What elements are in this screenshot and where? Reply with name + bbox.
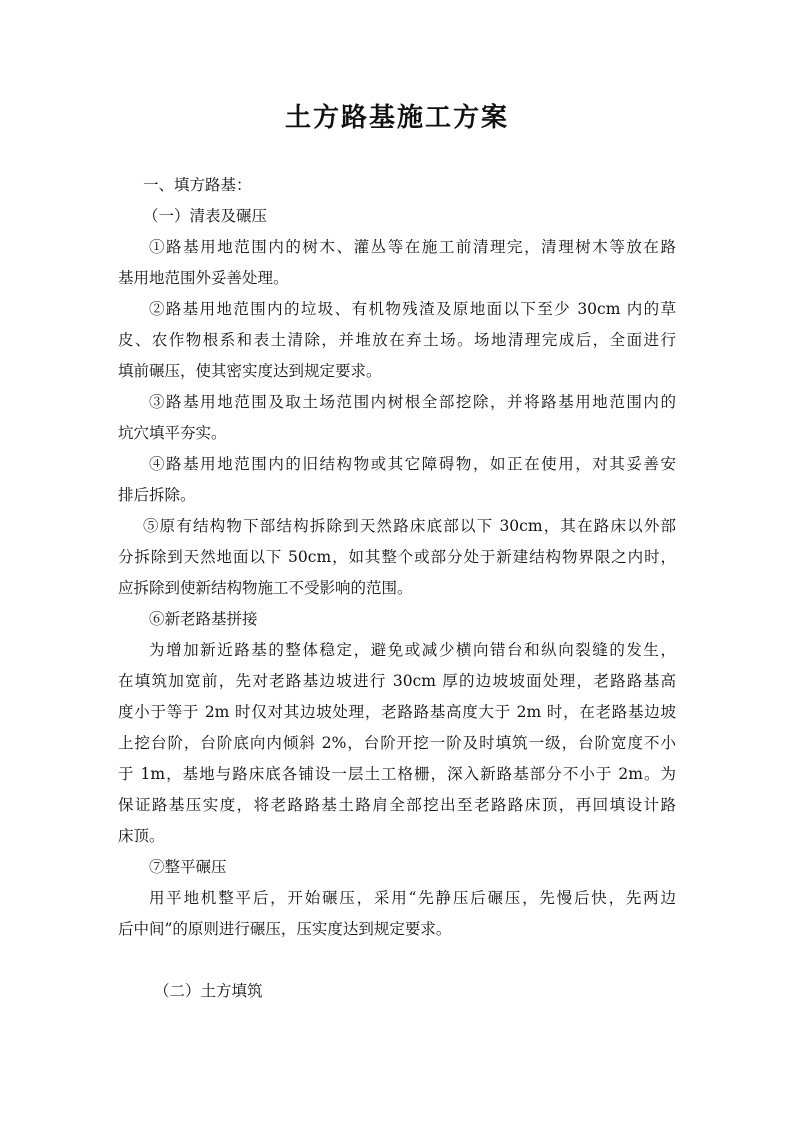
- text-line: ②路基用地范围内的垃圾、有机物残渣及原地面以下至少 30cm 内的草: [149, 300, 676, 318]
- text-line: 度小于等于 2m 时仅对其边坡处理，老路路基高度大于 2m 时，在老路基边坡: [118, 703, 676, 721]
- text-line: （二）土方填筑: [154, 982, 263, 1000]
- text-line: 填前碾压，使其密实度达到规定要求。: [118, 362, 382, 380]
- text-line: ⑤原有结构物下部结构拆除到天然路床底部以下 30cm，其在路床以外部: [143, 517, 676, 535]
- text-line: 坑穴填平夯实。: [118, 424, 227, 442]
- text-line: 床顶。: [118, 827, 165, 845]
- text-line: 上挖台阶，台阶底向内倾斜 2%，台阶开挖一阶及时填筑一级，台阶宽度不小: [118, 734, 676, 752]
- text-line: ④路基用地范围内的旧结构物或其它障碍物，如正在使用，对其妥善安: [149, 455, 676, 473]
- text-line: 为增加新近路基的整体稳定，避免或减少横向错台和纵向裂缝的发生，: [149, 641, 676, 659]
- text-line: ①路基用地范围内的树木、灌丛等在施工前清理完，清理树木等放在路: [149, 238, 676, 256]
- text-line: ⑦整平碾压: [149, 858, 227, 876]
- text-line: 皮、农作物根系和表土清除，并堆放在弃土场。场地清理完成后，全面进行: [118, 331, 676, 349]
- text-line: 用平地机整平后，开始碾压，采用“先静压后碾压，先慢后快，先两边: [149, 889, 676, 907]
- blank-line: [118, 945, 676, 976]
- text-line: 基用地范围外妥善处理。: [118, 269, 289, 287]
- text-line: 一、填方路基：: [143, 176, 252, 194]
- text-line: 于 1m，基地与路床底各铺设一层土工格栅，深入新路基部分不小于 2m。为: [118, 765, 676, 783]
- text-line: ⑥新老路基拼接: [149, 610, 258, 628]
- text-line: 后中间”的原则进行碾压，压实度达到规定要求。: [118, 920, 452, 938]
- page-title: 土方路基施工方案: [284, 103, 509, 133]
- text-line: 在填筑加宽前，先对老路基边坡进行 30cm 厚的边坡坡面处理，老路路基高: [118, 672, 676, 690]
- text-line: 分拆除到天然地面以下 50cm，如其整个或部分处于新建结构物界限之内时，: [118, 548, 676, 566]
- text-line: （一）清表及碾压: [143, 207, 268, 225]
- text-line: ③路基用地范围及取土场范围内树根全部挖除，并将路基用地范围内的: [149, 393, 676, 411]
- document-body: [118, 170, 676, 1007]
- text-line: 排后拆除。: [118, 486, 196, 504]
- text-line: 保证路基压实度，将老路路基土路肩全部挖出至老路路床顶，再回填设计路: [118, 796, 676, 814]
- text-line: 应拆除到使新结构物施工不受影响的范围。: [118, 579, 413, 597]
